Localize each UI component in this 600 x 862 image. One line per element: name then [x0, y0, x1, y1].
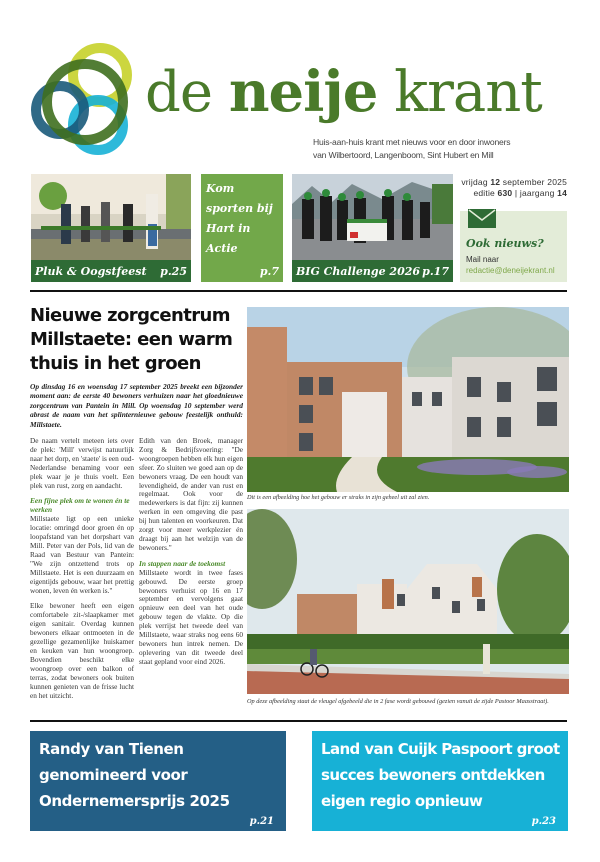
article-image-courtyard: [247, 307, 569, 492]
issue-weekday: vrijdag: [461, 177, 488, 187]
issue-year: 2025: [547, 177, 567, 187]
divider-bottom: [30, 720, 567, 722]
article-column-2: [139, 437, 243, 707]
article-paragraph: Elke bewoner heeft een eigen comfortabele zit-/slaapkamer met eigen sanitair. Overdag kunnen bewoners elkaar ontmoeten in de gezellige gezamenlijke huiskamer en keuken van hun woongroep. Bovendien beschikt elke woongroep over een balkon of terras, zodat bewoners ook buiten kunnen genieten van de frisse lucht en het uitzicht.: [30, 601, 134, 700]
issue-edition: [455, 188, 567, 199]
teaser-bar: [292, 260, 453, 282]
image-caption: Op deze afbeelding staat de vleugel afgebeeld die in 2 fase wordt gebouwd (gezien vanuit de zijde Pastoor Maasstraat).: [247, 698, 549, 705]
issue-day: 12: [490, 177, 501, 187]
teaser-page: p.25: [160, 264, 187, 278]
title-bold: neije: [228, 59, 378, 125]
masthead-title: [145, 59, 542, 125]
tagline-line2: van Wilbertoord, Langenboom, Sint Hubert en Mill: [313, 149, 494, 160]
teaser-hart-in-actie[interactable]: [201, 174, 283, 282]
volume-number: 14: [557, 187, 567, 198]
main-article: [30, 304, 243, 707]
article-subheading: Een fijne plek om te wonen én te werken: [30, 496, 130, 515]
promo-title: Land van Cuijk Paspoort groot succes bewoners ontdekken eigen regio opnieuw: [321, 740, 560, 810]
title-suffix: krant: [394, 60, 542, 125]
edition-number: 630: [497, 187, 513, 198]
article-subheading: In stappen naar de toekomst: [139, 558, 226, 568]
teaser-pluk-oogstfeest[interactable]: [31, 174, 191, 282]
tagline: [313, 136, 510, 161]
promo-ondernemersprijs[interactable]: [30, 731, 286, 831]
teaser-page: p.7: [259, 265, 279, 278]
article-image-street: [247, 509, 569, 694]
title-prefix: de: [145, 60, 212, 125]
issue-date: [455, 177, 567, 188]
teaser-label: BIG Challenge 2026: [296, 264, 421, 278]
tagline-line1: Huis-aan-huis krant met nieuws voor en door inwoners: [313, 137, 511, 147]
teaser-label: Kom sporten bij Hart in Actie: [206, 182, 273, 255]
email-link[interactable]: redactie@deneijekrant.nl: [466, 266, 555, 275]
article-paragraph: De naam vertelt meteen iets over de plek: 'Mill' verwijst natuurlijk naar het dorp, en 'staete' is een oud-Nederlandse benaming voor een plek waar je je thuis voelt. Een plek van rust, zorg en aandacht.: [30, 436, 134, 490]
teaser-label: Pluk & Oogstfeest: [35, 264, 147, 278]
promo-page: p.23: [531, 816, 556, 827]
edition-separator: |: [514, 187, 518, 198]
teaser-photo-market: [31, 174, 191, 260]
issue-month: september: [502, 177, 545, 187]
logo-rings-icon: [30, 40, 140, 160]
article-paragraph: Millstaete ligt op een unieke locatie: omringd door groen én op loopafstand van het dorpshart van Mill. Peter van der Pols, lid van de Raad van Bestuur van Pantein: "We zijn ontzettend trots op Millstaete. Het is een duurzaam en eigentijds gebouw, waar het prettig wonen, leven én werken is.": [30, 514, 134, 595]
article-column-1: [30, 437, 134, 707]
article-columns: [30, 437, 243, 707]
news-submission-box: [460, 211, 567, 282]
teaser-page: p.17: [422, 264, 449, 278]
article-lead: Op dinsdag 16 en woensdag 17 september 2025 breekt een bijzonder moment aan: de eerste 40 bewoners verhuizen naar het gloednieuwe zorgcentrum van Pantein in Mill. Op woensdag 10 september werd abrast de naam van het splinternieuwe gebouw feestelijk onthuld: Millstaete.: [30, 382, 243, 429]
news-question: Ook nieuws?: [466, 237, 544, 250]
promo-land-van-cuijk[interactable]: [312, 731, 568, 831]
divider-top: [30, 290, 567, 292]
promo-title: Randy van Tienen genomineerd voor Ondernemersprijs 2025: [39, 740, 230, 810]
promo-page: p.21: [249, 816, 274, 827]
article-headline: Nieuwe zorgcentrum Millstaete: een warm thuis in het groen: [30, 305, 233, 374]
article-paragraph: Millstaete wordt in twee fases gebouwd. De eerste groep bewoners verhuist op 16 en 17 september en vervolgens gaat opnieuw een deel van het oude gebouw tegen de vlakte. Op die plek verrijst het tweede deel van Millstaete, waar straks nog eens 60 bewoners hun intrek nemen. De oplevering van dit tweede deel staat gepland voor eind 2026.: [139, 567, 243, 666]
article-paragraph: Edith van den Broek, manager Zorg & Bedrijfsvoering: "De woongroepen hebben elk hun eigen sfeer. Zo sluiten we goed aan op de bewoners vraag. De een houdt van levendigheid, de ander van rust en regelmaat. Ook voor de medewerkers is dat fijn: zij kunnen werken in een omgeving die past bij hun talenten en voorkeuren. Dat zorgt voor meer werkplezier én draagt bij aan het welzijn van de bewoners.": [139, 436, 243, 552]
envelope-icon: [468, 209, 496, 228]
teaser-bar: [31, 260, 191, 282]
edition-label: editie: [473, 187, 495, 198]
teaser-big-challenge[interactable]: [292, 174, 453, 282]
mail-label: Mail naar: [466, 255, 499, 264]
teaser-photo-cyclists: [292, 174, 453, 260]
volume-label: jaargang: [519, 187, 555, 198]
image-caption: Dit is een afbeelding hoe het gebouw er straks in zijn geheel uit zal zien.: [247, 494, 430, 501]
issue-dateline: [455, 177, 567, 198]
